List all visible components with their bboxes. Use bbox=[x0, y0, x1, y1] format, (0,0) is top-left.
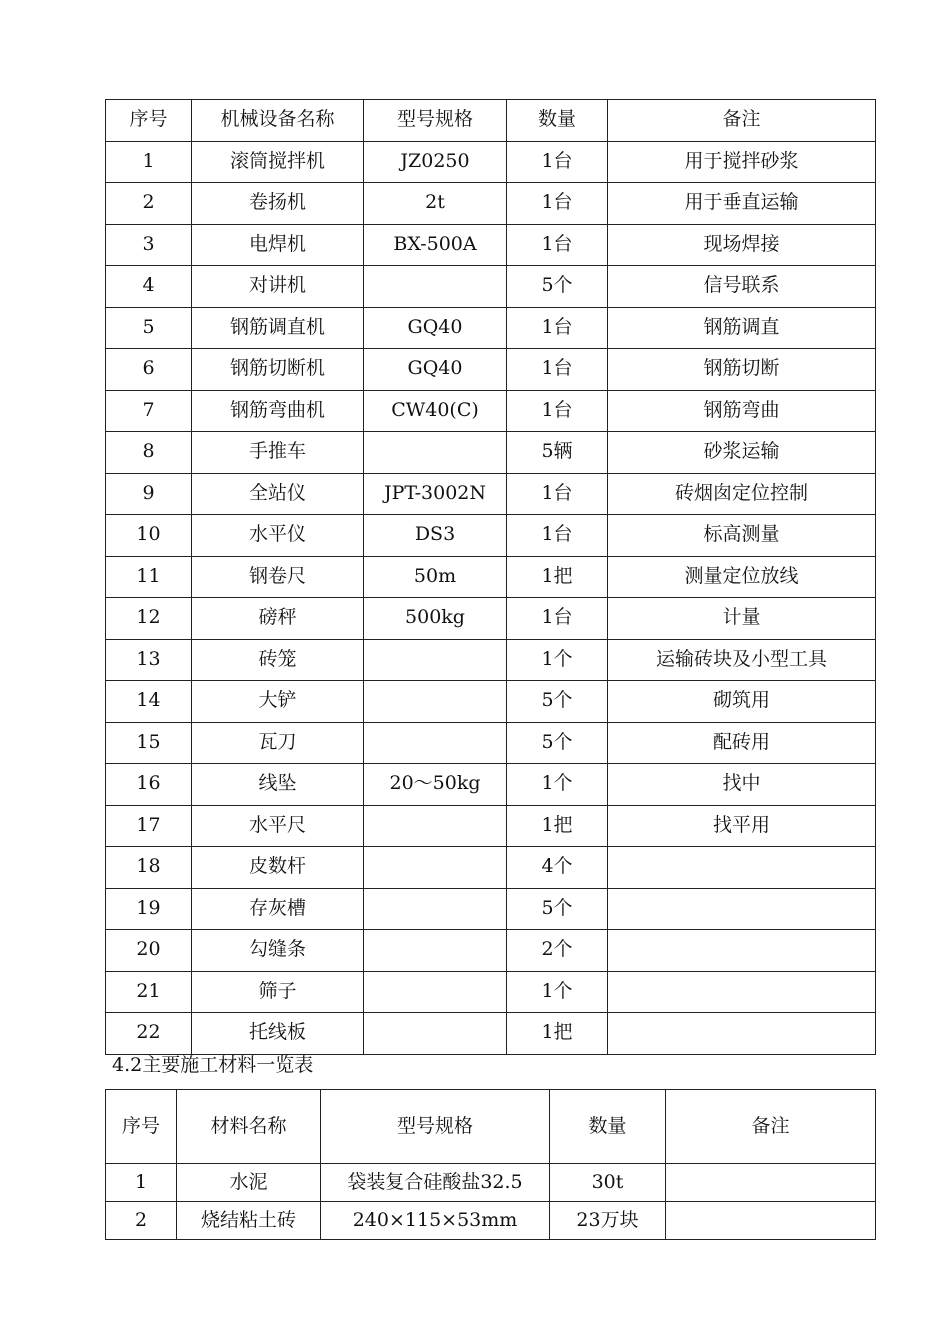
remark-cell: 计量 bbox=[608, 598, 876, 640]
remark-cell bbox=[608, 971, 876, 1013]
spec-cell bbox=[364, 888, 507, 930]
spec-cell bbox=[364, 971, 507, 1013]
header-cell: 数量 bbox=[507, 100, 608, 142]
remark-cell: 砂浆运输 bbox=[608, 432, 876, 474]
spec-cell bbox=[364, 847, 507, 889]
row-number-cell: 18 bbox=[106, 847, 192, 889]
remark-cell: 钢筋切断 bbox=[608, 349, 876, 391]
quantity-cell: 1台 bbox=[507, 515, 608, 557]
table-row bbox=[106, 307, 876, 349]
remark-cell: 钢筋弯曲 bbox=[608, 390, 876, 432]
name-cell: 瓦刀 bbox=[192, 722, 364, 764]
name-cell: 托线板 bbox=[192, 1013, 364, 1055]
spec-cell bbox=[364, 639, 507, 681]
equipment-table bbox=[105, 99, 876, 1055]
name-cell: 钢筋调直机 bbox=[192, 307, 364, 349]
quantity-cell: 1台 bbox=[507, 307, 608, 349]
quantity-cell: 1把 bbox=[507, 805, 608, 847]
row-number-cell: 1 bbox=[106, 141, 192, 183]
spec-cell bbox=[364, 805, 507, 847]
section-heading: 4.2主要施工材料一览表 bbox=[112, 1054, 314, 1076]
quantity-cell: 1台 bbox=[507, 183, 608, 225]
table-row bbox=[106, 764, 876, 806]
table-row bbox=[106, 681, 876, 723]
remark-cell bbox=[666, 1202, 876, 1240]
materials-header-row bbox=[106, 1090, 876, 1164]
remark-cell: 找中 bbox=[608, 764, 876, 806]
name-cell: 钢卷尺 bbox=[192, 556, 364, 598]
remark-cell: 钢筋调直 bbox=[608, 307, 876, 349]
remark-cell: 信号联系 bbox=[608, 266, 876, 308]
spec-cell bbox=[364, 930, 507, 972]
quantity-cell: 1台 bbox=[507, 141, 608, 183]
header-cell: 备注 bbox=[666, 1090, 876, 1164]
row-number-cell: 2 bbox=[106, 183, 192, 225]
table-row bbox=[106, 183, 876, 225]
row-number-cell: 20 bbox=[106, 930, 192, 972]
row-number-cell: 9 bbox=[106, 473, 192, 515]
spec-cell bbox=[364, 1013, 507, 1055]
row-number-cell: 7 bbox=[106, 390, 192, 432]
spec-cell: GQ40 bbox=[364, 307, 507, 349]
row-number-cell: 11 bbox=[106, 556, 192, 598]
name-cell: 卷扬机 bbox=[192, 183, 364, 225]
table-row bbox=[106, 1013, 876, 1055]
table-row bbox=[106, 930, 876, 972]
table-row bbox=[106, 224, 876, 266]
spec-cell: JZ0250 bbox=[364, 141, 507, 183]
remark-cell bbox=[608, 847, 876, 889]
header-cell: 型号规格 bbox=[321, 1090, 550, 1164]
remark-cell: 找平用 bbox=[608, 805, 876, 847]
row-number-cell: 17 bbox=[106, 805, 192, 847]
row-number-cell: 1 bbox=[106, 1164, 177, 1202]
remark-cell: 砌筑用 bbox=[608, 681, 876, 723]
row-number-cell: 2 bbox=[106, 1202, 177, 1240]
quantity-cell: 1台 bbox=[507, 224, 608, 266]
quantity-cell: 1个 bbox=[507, 971, 608, 1013]
name-cell: 筛子 bbox=[192, 971, 364, 1013]
quantity-cell: 2个 bbox=[507, 930, 608, 972]
table-row bbox=[106, 473, 876, 515]
table-row bbox=[106, 639, 876, 681]
remark-cell: 用于垂直运输 bbox=[608, 183, 876, 225]
quantity-cell: 1台 bbox=[507, 473, 608, 515]
table-row bbox=[106, 971, 876, 1013]
name-cell: 砖笼 bbox=[192, 639, 364, 681]
table-row bbox=[106, 847, 876, 889]
header-cell: 机械设备名称 bbox=[192, 100, 364, 142]
row-number-cell: 4 bbox=[106, 266, 192, 308]
quantity-cell: 1台 bbox=[507, 598, 608, 640]
header-cell: 材料名称 bbox=[177, 1090, 321, 1164]
row-number-cell: 16 bbox=[106, 764, 192, 806]
header-cell: 序号 bbox=[106, 1090, 177, 1164]
name-cell: 手推车 bbox=[192, 432, 364, 474]
remark-cell bbox=[608, 1013, 876, 1055]
row-number-cell: 8 bbox=[106, 432, 192, 474]
table-row bbox=[106, 888, 876, 930]
table-row bbox=[106, 556, 876, 598]
header-cell: 数量 bbox=[550, 1090, 666, 1164]
name-cell: 存灰槽 bbox=[192, 888, 364, 930]
header-cell: 型号规格 bbox=[364, 100, 507, 142]
spec-cell bbox=[364, 266, 507, 308]
spec-cell: 50m bbox=[364, 556, 507, 598]
spec-cell: JPT-3002N bbox=[364, 473, 507, 515]
spec-cell: 500kg bbox=[364, 598, 507, 640]
remark-cell: 运输砖块及小型工具 bbox=[608, 639, 876, 681]
quantity-cell: 5个 bbox=[507, 888, 608, 930]
table-row bbox=[106, 1164, 876, 1202]
remark-cell bbox=[608, 930, 876, 972]
spec-cell: 240×115×53mm bbox=[321, 1202, 550, 1240]
spec-cell: BX-500A bbox=[364, 224, 507, 266]
remark-cell: 标高测量 bbox=[608, 515, 876, 557]
name-cell: 线坠 bbox=[192, 764, 364, 806]
name-cell: 水平仪 bbox=[192, 515, 364, 557]
table-row bbox=[106, 1202, 876, 1240]
table-row bbox=[106, 805, 876, 847]
row-number-cell: 13 bbox=[106, 639, 192, 681]
quantity-cell: 1台 bbox=[507, 390, 608, 432]
quantity-cell: 1把 bbox=[507, 556, 608, 598]
remark-cell: 现场焊接 bbox=[608, 224, 876, 266]
name-cell: 烧结粘土砖 bbox=[177, 1202, 321, 1240]
spec-cell bbox=[364, 432, 507, 474]
quantity-cell: 4个 bbox=[507, 847, 608, 889]
spec-cell bbox=[364, 681, 507, 723]
quantity-cell: 5个 bbox=[507, 266, 608, 308]
row-number-cell: 22 bbox=[106, 1013, 192, 1055]
remark-cell bbox=[608, 888, 876, 930]
quantity-cell: 23万块 bbox=[550, 1202, 666, 1240]
materials-table bbox=[105, 1089, 876, 1240]
row-number-cell: 15 bbox=[106, 722, 192, 764]
header-cell: 备注 bbox=[608, 100, 876, 142]
table-row bbox=[106, 349, 876, 391]
table-row bbox=[106, 722, 876, 764]
quantity-cell: 5辆 bbox=[507, 432, 608, 474]
table-row bbox=[106, 432, 876, 474]
row-number-cell: 14 bbox=[106, 681, 192, 723]
table-row bbox=[106, 141, 876, 183]
name-cell: 电焊机 bbox=[192, 224, 364, 266]
name-cell: 对讲机 bbox=[192, 266, 364, 308]
table-row bbox=[106, 598, 876, 640]
row-number-cell: 5 bbox=[106, 307, 192, 349]
quantity-cell: 30t bbox=[550, 1164, 666, 1202]
equipment-header-row bbox=[106, 100, 876, 142]
name-cell: 钢筋弯曲机 bbox=[192, 390, 364, 432]
name-cell: 磅秤 bbox=[192, 598, 364, 640]
equipment-table-body bbox=[106, 100, 876, 1055]
quantity-cell: 1把 bbox=[507, 1013, 608, 1055]
row-number-cell: 19 bbox=[106, 888, 192, 930]
name-cell: 大铲 bbox=[192, 681, 364, 723]
name-cell: 水泥 bbox=[177, 1164, 321, 1202]
name-cell: 全站仪 bbox=[192, 473, 364, 515]
row-number-cell: 6 bbox=[106, 349, 192, 391]
spec-cell: DS3 bbox=[364, 515, 507, 557]
name-cell: 水平尺 bbox=[192, 805, 364, 847]
remark-cell: 测量定位放线 bbox=[608, 556, 876, 598]
name-cell: 皮数杆 bbox=[192, 847, 364, 889]
quantity-cell: 1台 bbox=[507, 349, 608, 391]
name-cell: 滚筒搅拌机 bbox=[192, 141, 364, 183]
quantity-cell: 5个 bbox=[507, 722, 608, 764]
remark-cell: 用于搅拌砂浆 bbox=[608, 141, 876, 183]
spec-cell bbox=[364, 722, 507, 764]
name-cell: 勾缝条 bbox=[192, 930, 364, 972]
name-cell: 钢筋切断机 bbox=[192, 349, 364, 391]
materials-table-body bbox=[106, 1090, 876, 1240]
table-row bbox=[106, 266, 876, 308]
quantity-cell: 5个 bbox=[507, 681, 608, 723]
spec-cell: GQ40 bbox=[364, 349, 507, 391]
spec-cell: 20～50kg bbox=[364, 764, 507, 806]
quantity-cell: 1个 bbox=[507, 639, 608, 681]
row-number-cell: 3 bbox=[106, 224, 192, 266]
table-row bbox=[106, 515, 876, 557]
remark-cell: 配砖用 bbox=[608, 722, 876, 764]
header-cell: 序号 bbox=[106, 100, 192, 142]
spec-cell: CW40(C) bbox=[364, 390, 507, 432]
remark-cell bbox=[666, 1164, 876, 1202]
row-number-cell: 21 bbox=[106, 971, 192, 1013]
table-row bbox=[106, 390, 876, 432]
row-number-cell: 12 bbox=[106, 598, 192, 640]
spec-cell: 2t bbox=[364, 183, 507, 225]
quantity-cell: 1个 bbox=[507, 764, 608, 806]
remark-cell: 砖烟囱定位控制 bbox=[608, 473, 876, 515]
row-number-cell: 10 bbox=[106, 515, 192, 557]
spec-cell: 袋装复合硅酸盐32.5 bbox=[321, 1164, 550, 1202]
